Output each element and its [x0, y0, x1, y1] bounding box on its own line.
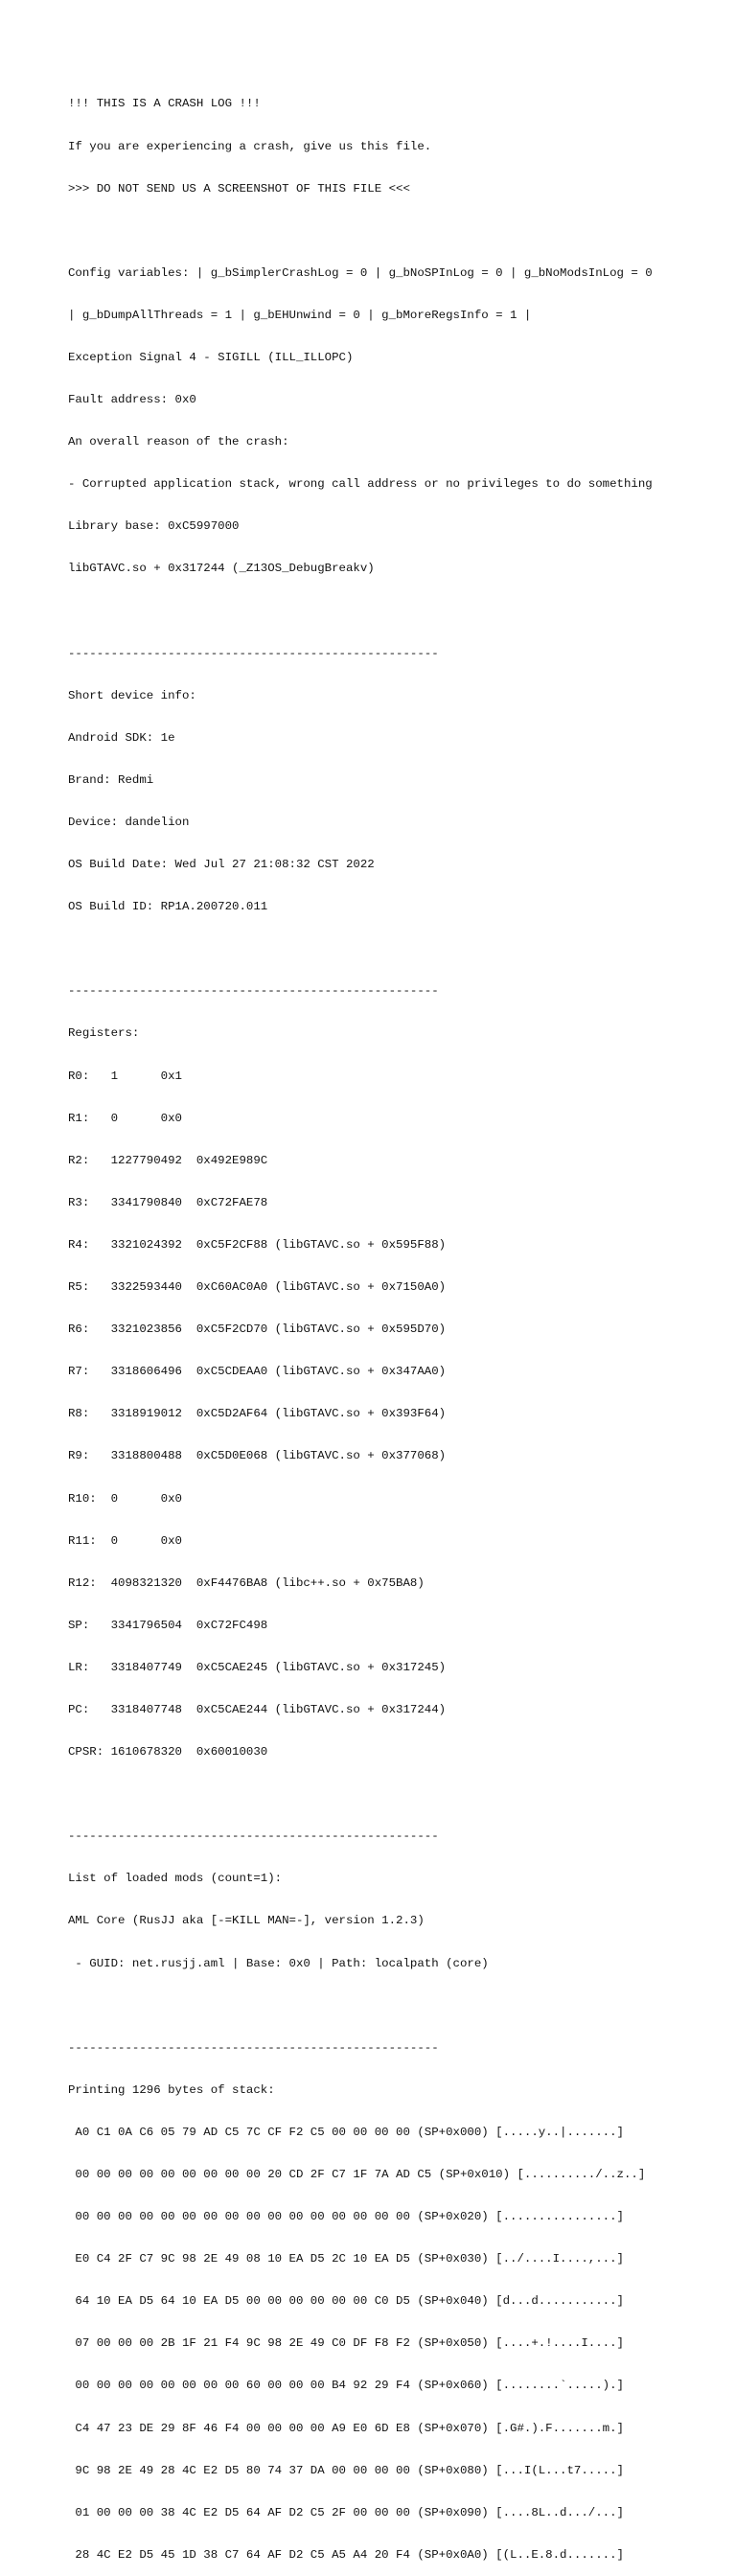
separator-line: ----------------------------------------------------: [68, 2040, 439, 2055]
log-line: List of loaded mods (count=1):: [68, 1872, 283, 1886]
register-line: R12: 4098321320 0xF4476BA8 (libc++.so + 0x75BA8): [68, 1576, 425, 1590]
log-line: >>> DO NOT SEND US A SCREENSHOT OF THIS FILE <<<: [68, 181, 410, 196]
log-line: OS Build Date: Wed Jul 27 21:08:32 CST 2022: [68, 858, 375, 872]
crash-log: [68, 69, 653, 2576]
log-line: An overall reason of the crash:: [68, 435, 289, 449]
register-line: R9: 3318800488 0xC5D0E068 (libGTAVC.so + 0x377068): [68, 1449, 447, 1463]
log-line: | g_bDumpAllThreads = 1 | g_bEHUnwind = 0 | g_bMoreRegsInfo = 1 |: [68, 308, 532, 322]
log-line: Android SDK: 1e: [68, 730, 175, 745]
log-line: libGTAVC.so + 0x317244 (_Z13OS_DebugBreakv): [68, 562, 375, 576]
stack-dump-line: 01 00 00 00 38 4C E2 D5 64 AF D2 C5 2F 00 00 00 (SP+0x090) [....8L..d.../...]: [68, 2505, 624, 2519]
log-line: Exception Signal 4 - SIGILL (ILL_ILLOPC): [68, 350, 354, 364]
register-line: R10: 0 0x0: [68, 1491, 182, 1506]
register-line: R6: 3321023856 0xC5F2CD70 (libGTAVC.so + 0x595D70): [68, 1322, 447, 1337]
log-line: Brand: Redmi: [68, 772, 154, 787]
log-line: Config variables: | g_bSimplerCrashLog = 0 | g_bNoSPInLog = 0 | g_bNoModsInLog = 0: [68, 265, 653, 280]
register-line: R7: 3318606496 0xC5CDEAA0 (libGTAVC.so + 0x347AA0): [68, 1365, 447, 1379]
separator-line: ----------------------------------------------------: [68, 984, 439, 999]
stack-dump-line: C4 47 23 DE 29 8F 46 F4 00 00 00 00 A9 E0 6D E8 (SP+0x070) [.G#.).F.......m.]: [68, 2421, 624, 2435]
log-line: OS Build ID: RP1A.200720.011: [68, 900, 268, 914]
register-line: R3: 3341790840 0xC72FAE78: [68, 1195, 268, 1209]
stack-dump-line: E0 C4 2F C7 9C 98 2E 49 08 10 EA D5 2C 10 EA D5 (SP+0x030) [../....I....,...]: [68, 2252, 624, 2266]
register-line: LR: 3318407749 0xC5CAE245 (libGTAVC.so + 0x317245): [68, 1660, 447, 1674]
log-line: Fault address: 0x0: [68, 393, 196, 407]
register-line: R5: 3322593440 0xC60AC0A0 (libGTAVC.so + 0x7150A0): [68, 1280, 447, 1295]
log-line: !!! THIS IS A CRASH LOG !!!: [68, 97, 261, 111]
blank-line: [68, 1787, 653, 1802]
blank-line: [68, 1999, 653, 2013]
separator-line: ----------------------------------------------------: [68, 1829, 439, 1844]
log-line: If you are experiencing a crash, give us this file.: [68, 139, 432, 153]
register-line: R1: 0 0x0: [68, 1111, 182, 1125]
log-line: AML Core (RusJJ aka [-=KILL MAN=-], version 1.2.3): [68, 1914, 425, 1928]
stack-dump-line: 00 00 00 00 00 00 00 00 00 20 CD 2F C7 1F 7A AD C5 (SP+0x010) [........../..z..]: [68, 2168, 646, 2181]
log-line: Device: dandelion: [68, 816, 190, 829]
stack-dump-line: 00 00 00 00 00 00 00 00 60 00 00 00 B4 92 29 F4 (SP+0x060) [........`.....).]: [68, 2379, 624, 2393]
stack-dump-line: 00 00 00 00 00 00 00 00 00 00 00 00 00 00 00 00 (SP+0x020) [................]: [68, 2210, 624, 2224]
stack-dump-line: A0 C1 0A C6 05 79 AD C5 7C CF F2 C5 00 00 00 00 (SP+0x000) [.....y..|.......]: [68, 2125, 624, 2139]
stack-dump-line: 64 10 EA D5 64 10 EA D5 00 00 00 00 00 00 C0 D5 (SP+0x040) [d...d...........]: [68, 2294, 624, 2309]
stack-dump-line: 28 4C E2 D5 45 1D 38 C7 64 AF D2 C5 A5 A4 20 F4 (SP+0x0A0) [(L..E.8.d.......]: [68, 2547, 624, 2562]
log-line: Registers:: [68, 1026, 140, 1041]
log-line: Printing 1296 bytes of stack:: [68, 2082, 275, 2097]
register-line: R11: 0 0x0: [68, 1533, 182, 1548]
register-line: R2: 1227790492 0x492E989C: [68, 1153, 268, 1167]
blank-line: [68, 224, 653, 239]
register-line: CPSR: 1610678320 0x60010030: [68, 1745, 268, 1760]
blank-line: [68, 605, 653, 619]
register-line: R4: 3321024392 0xC5F2CF88 (libGTAVC.so + 0x595F88): [68, 1237, 447, 1252]
log-line: - GUID: net.rusjj.aml | Base: 0x0 | Path: localpath (core): [68, 1956, 489, 1970]
stack-dump-line: 9C 98 2E 49 28 4C E2 D5 80 74 37 DA 00 00 00 00 (SP+0x080) [...I(L...t7.....]: [68, 2463, 624, 2477]
log-line: Short device info:: [68, 688, 196, 702]
register-line: R0: 1 0x1: [68, 1069, 182, 1083]
register-line: R8: 3318919012 0xC5D2AF64 (libGTAVC.so + 0x393F64): [68, 1407, 447, 1421]
log-line: Library base: 0xC5997000: [68, 519, 240, 534]
register-line: SP: 3341796504 0xC72FC498: [68, 1618, 268, 1632]
blank-line: [68, 942, 653, 956]
log-line: - Corrupted application stack, wrong call address or no privileges to do something: [68, 477, 653, 492]
separator-line: ----------------------------------------------------: [68, 646, 439, 660]
stack-dump-line: 07 00 00 00 2B 1F 21 F4 9C 98 2E 49 C0 DF F8 F2 (SP+0x050) [....+.!....I....]: [68, 2336, 624, 2351]
register-line: PC: 3318407748 0xC5CAE244 (libGTAVC.so + 0x317244): [68, 1702, 447, 1716]
